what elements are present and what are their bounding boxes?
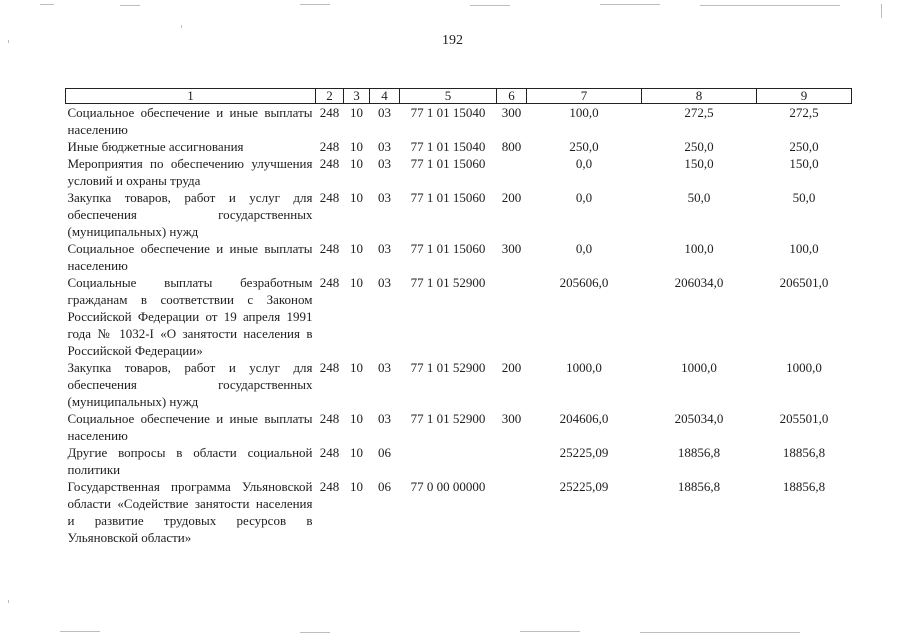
amount-col7: 0,0	[575, 156, 593, 171]
amount-col7: 0,0	[575, 241, 593, 256]
department-code: 248	[319, 139, 340, 154]
column-header: 7	[527, 89, 642, 104]
amount-col7: 100,0	[569, 105, 599, 120]
department-code: 248	[319, 241, 340, 256]
target-article-code: 77 1 01 52900	[410, 411, 486, 426]
section-code: 10	[350, 411, 363, 426]
amount-col8: 1000,0	[681, 360, 717, 375]
amount-col8: 205034,0	[674, 411, 724, 426]
subsection-code: 06	[378, 479, 391, 494]
row-name: Закупка товаров, работ и услуг для обеспечения государственных (муниципальных) нужд	[67, 190, 313, 239]
amount-col8: 18856,8	[677, 479, 721, 494]
expense-type-code: 300	[501, 241, 522, 256]
target-article-code: 77 1 01 15060	[410, 190, 486, 205]
amount-col8: 50,0	[687, 190, 711, 205]
row-name: Государственная программа Ульяновской области «Содействие занятости населения и развитие трудовых ресурсов в Ульяновской области»	[67, 479, 313, 545]
expense-type-code: 300	[501, 411, 522, 426]
department-code: 248	[319, 156, 340, 171]
amount-col9: 18856,8	[782, 479, 826, 494]
budget-table	[65, 88, 852, 546]
section-code: 10	[350, 479, 363, 494]
subsection-code: 03	[378, 411, 391, 426]
subsection-code: 03	[378, 156, 391, 171]
amount-col9: 18856,8	[782, 445, 826, 460]
column-header: 6	[497, 89, 527, 104]
department-code: 248	[319, 479, 340, 494]
row-name: Социальное обеспечение и иные выплаты населению	[67, 105, 313, 137]
amount-col7: 205606,0	[559, 275, 609, 290]
section-code: 10	[350, 275, 363, 290]
amount-col8: 206034,0	[674, 275, 724, 290]
subsection-code: 03	[378, 105, 391, 120]
amount-col7: 250,0	[569, 139, 599, 154]
column-header: 1	[66, 89, 316, 104]
column-header: 3	[344, 89, 370, 104]
table-row	[66, 478, 852, 546]
amount-col8: 100,0	[684, 241, 714, 256]
column-header: 8	[642, 89, 757, 104]
target-article-code: 77 1 01 15060	[410, 241, 486, 256]
section-code: 10	[350, 360, 363, 375]
table-row	[66, 359, 852, 410]
table-header-row	[66, 89, 852, 104]
expense-type-code: 200	[501, 190, 522, 205]
amount-col8: 18856,8	[677, 445, 721, 460]
expense-type-code	[497, 478, 527, 546]
table-row	[66, 155, 852, 189]
subsection-code: 03	[378, 360, 391, 375]
table-row	[66, 138, 852, 155]
expense-type-code: 800	[501, 139, 522, 154]
target-article-code: 77 1 01 52900	[410, 360, 486, 375]
table-row	[66, 240, 852, 274]
amount-col7: 25225,09	[559, 479, 609, 494]
department-code: 248	[319, 411, 340, 426]
amount-col8: 250,0	[684, 139, 714, 154]
department-code: 248	[319, 190, 340, 205]
table-row	[66, 274, 852, 359]
amount-col9: 100,0	[789, 241, 819, 256]
subsection-code: 03	[378, 139, 391, 154]
expense-type-code	[497, 274, 527, 359]
page-number: 192	[442, 33, 463, 48]
row-name: Иные бюджетные ассигнования	[67, 139, 244, 154]
target-article-code: 77 1 01 15040	[410, 105, 486, 120]
amount-col9: 272,5	[789, 105, 819, 120]
column-header: 5	[400, 89, 497, 104]
table-row	[66, 410, 852, 444]
subsection-code: 03	[378, 275, 391, 290]
section-code: 10	[350, 445, 363, 460]
target-article-code: 77 1 01 15060	[410, 156, 486, 171]
target-article-code	[400, 444, 497, 478]
amount-col7: 0,0	[575, 190, 593, 205]
section-code: 10	[350, 139, 363, 154]
expense-type-code: 300	[501, 105, 522, 120]
subsection-code: 03	[378, 241, 391, 256]
amount-col9: 50,0	[792, 190, 816, 205]
amount-col9: 206501,0	[779, 275, 829, 290]
target-article-code: 77 1 01 15040	[410, 139, 486, 154]
table-row	[66, 444, 852, 478]
amount-col9: 205501,0	[779, 411, 829, 426]
amount-col7: 25225,09	[559, 445, 609, 460]
amount-col9: 150,0	[789, 156, 819, 171]
row-name: Социальное обеспечение и иные выплаты населению	[67, 241, 313, 273]
expense-type-code	[497, 155, 527, 189]
subsection-code: 03	[378, 190, 391, 205]
column-header: 2	[316, 89, 344, 104]
column-header: 4	[370, 89, 400, 104]
amount-col8: 272,5	[684, 105, 714, 120]
amount-col8: 150,0	[684, 156, 714, 171]
table-row	[66, 189, 852, 240]
section-code: 10	[350, 190, 363, 205]
section-code: 10	[350, 105, 363, 120]
amount-col9: 1000,0	[786, 360, 822, 375]
row-name: Закупка товаров, работ и услуг для обеспечения государственных (муниципальных) нужд	[67, 360, 313, 409]
table-row	[66, 104, 852, 139]
department-code: 248	[319, 105, 340, 120]
section-code: 10	[350, 241, 363, 256]
amount-col7: 1000,0	[566, 360, 602, 375]
expense-type-code	[497, 444, 527, 478]
amount-col7: 204606,0	[559, 411, 609, 426]
department-code: 248	[319, 275, 340, 290]
row-name: Мероприятия по обеспечению улучшения условий и охраны труда	[67, 156, 313, 188]
row-name: Социальные выплаты безработным гражданам в соответствии с Законом Российской Федерации от 19 апреля 1991 года № 1032-I «О занятости населения в Российской Федерации»	[67, 275, 313, 358]
row-name: Социальное обеспечение и иные выплаты населению	[67, 411, 313, 443]
target-article-code: 77 0 00 00000	[410, 479, 486, 494]
expense-type-code: 200	[501, 360, 522, 375]
subsection-code: 06	[378, 445, 391, 460]
table-body	[66, 104, 852, 547]
column-header: 9	[757, 89, 852, 104]
section-code: 10	[350, 156, 363, 171]
department-code: 248	[319, 445, 340, 460]
target-article-code: 77 1 01 52900	[410, 275, 486, 290]
row-name: Другие вопросы в области социальной политики	[67, 445, 313, 477]
amount-col9: 250,0	[789, 139, 819, 154]
department-code: 248	[319, 360, 340, 375]
